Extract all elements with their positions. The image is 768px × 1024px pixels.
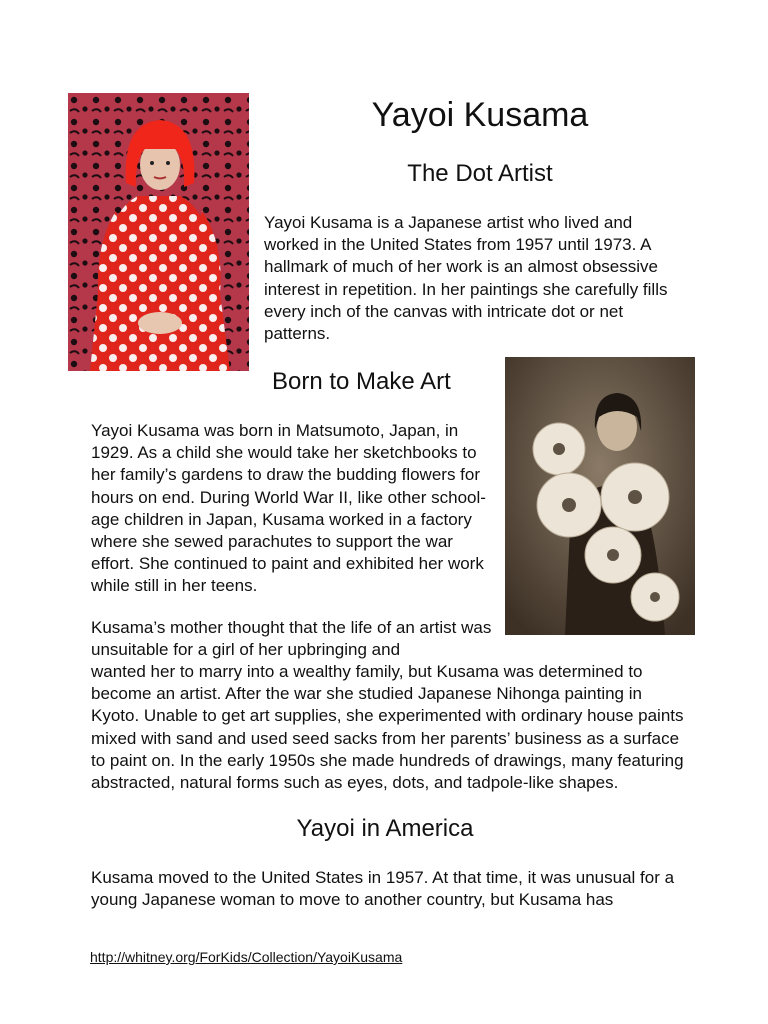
section-heading-born: Born to Make Art <box>272 368 451 395</box>
young-kusama-flowers-photo <box>505 357 695 635</box>
born-paragraph: Yayoi Kusama was born in Matsumoto, Japan, in 1929. As a child she would take her sketchbooks to her family’s gardens to draw the budding flowers for hours on end. During World War II, like other school-age children in Japan, Kusama worked in a factory where she sewed parachutes to support the war effort. She continued to paint and exhibited her work while still in her teens. <box>91 421 486 596</box>
kusama-portrait-photo <box>68 93 249 371</box>
mother-paragraph-start: Kusama’s mother thought that the life of an artist was unsuitable for a girl of her upbringing and <box>91 618 492 660</box>
page-subtitle: The Dot Artist <box>407 160 553 187</box>
mother-paragraph-continued: wanted her to marry into a wealthy family, but Kusama was determined to become an artist. After the war she studied Japanese Nihonga painting in Kyoto. Unable to get art supplies, she experimented with ordinary house paints mixed with sand and used seed sacks from her parents’ business as a surface to paint on. In the early 1950s she made hundreds of drawings, many featuring abstracted, natural forms such as eyes, dots, and tadpole-like shapes. <box>91 662 684 793</box>
section-heading-america: Yayoi in America <box>296 815 474 842</box>
america-paragraph: Kusama moved to the United States in 1957. At that time, it was unusual for a young Japanese woman to move to another country, but Kusama has <box>91 868 675 910</box>
page-title: Yayoi Kusama <box>371 96 589 134</box>
intro-paragraph: Yayoi Kusama is a Japanese artist who lived and worked in the United States from 1957 until 1973. A hallmark of much of her work is an almost obsessive interest in repetition. In her paintings she carefully fills every inch of the canvas with intricate dot or net patterns. <box>264 213 668 344</box>
source-link[interactable]: http://whitney.org/ForKids/Collection/YayoiKusama <box>90 949 403 965</box>
